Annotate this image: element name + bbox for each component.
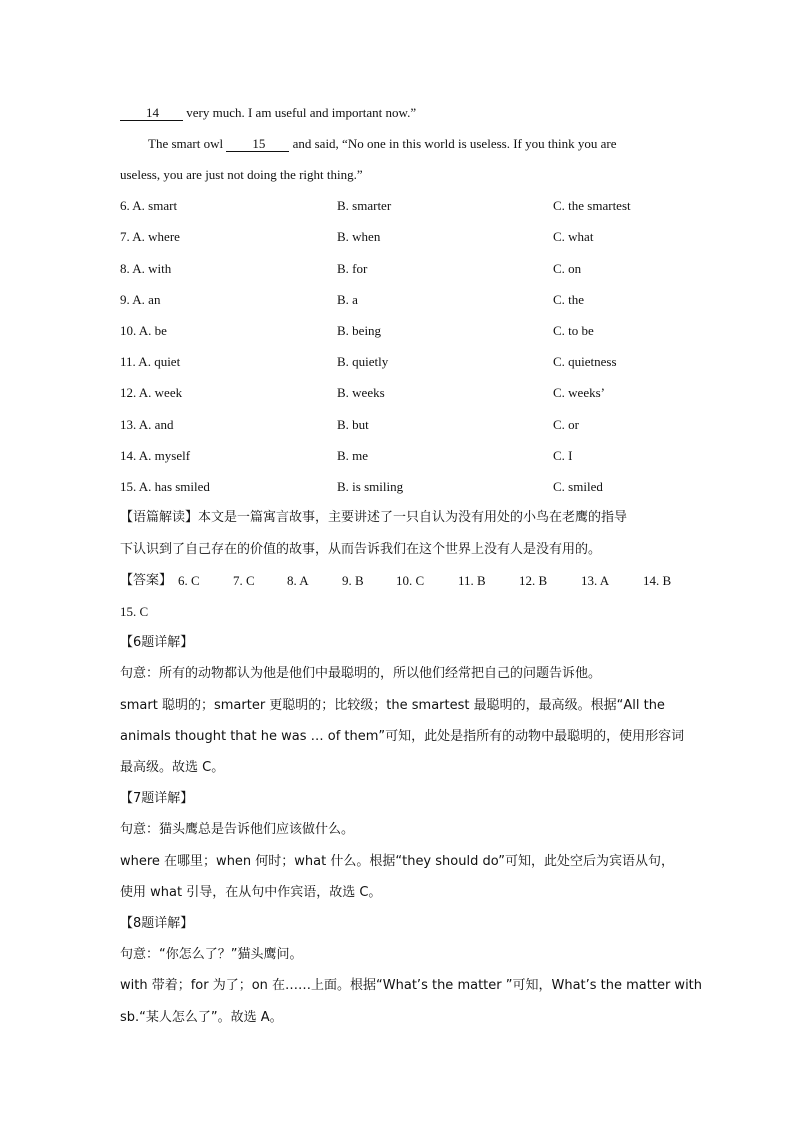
option-a: 7. A. where (120, 229, 180, 244)
q7-explanation-2: 使用 what 引导，在从句中作宾语，故选 C。 (120, 885, 382, 900)
option-row (120, 447, 680, 465)
option-a: 11. A. quiet (120, 354, 181, 369)
option-a: 6. A. smart (120, 198, 178, 213)
option-c: C. weeks’ (553, 385, 605, 400)
option-b: B. smarter (337, 198, 392, 213)
answer-item: 12. B (519, 573, 548, 588)
option-a: 9. A. an (120, 292, 161, 307)
option-a: 13. A. and (120, 417, 174, 432)
option-a: 8. A. with (120, 261, 172, 276)
passage-line-2 (148, 135, 708, 153)
q8-explanation-1: with 带着；for 为了；on 在……上面。根据“What’s the matter ”可知，What’s the matter with (120, 978, 703, 993)
q7-heading: 【7题详解】 (120, 791, 194, 806)
option-b: B. but (337, 417, 369, 432)
q6-meaning: 句意：所有的动物都认为他是他们中最聪明的，所以他们经常把自己的问题告诉他。 (120, 666, 602, 681)
passage-line-1 (120, 104, 680, 122)
answer-item: 10. C (396, 573, 425, 588)
option-b: B. a (337, 292, 358, 307)
option-a: 14. A. myself (120, 448, 191, 463)
option-row (120, 291, 680, 309)
option-c: C. or (553, 417, 579, 432)
option-b: B. when (337, 229, 381, 244)
option-row (120, 353, 680, 371)
answer-item: 6. C (178, 573, 200, 588)
reading-line-2: 下认识到了自己存在的价值的故事，从而告诉我们在这个世界上没有人是没有用的。 (120, 542, 602, 557)
option-c: C. smiled (553, 479, 603, 494)
option-a: 15. A. has smiled (120, 479, 210, 494)
blank-14: 14 (120, 106, 183, 121)
q8-heading: 【8题详解】 (120, 916, 194, 931)
q8-meaning: 句意：“你怎么了？”猫头鹰问。 (120, 947, 303, 962)
option-row (120, 478, 680, 496)
option-c: C. quietness (553, 354, 617, 369)
q6-explanation-3: 最高级。故选 C。 (120, 760, 225, 775)
option-c: C. to be (553, 323, 594, 338)
blank-15: 15 (226, 137, 289, 152)
option-b: B. quietly (337, 354, 389, 369)
q7-explanation-1: where 在哪里；when 何时；what 什么。根据“they should do”可知，此处空后为宾语从句， (120, 854, 674, 869)
q6-heading: 【6题详解】 (120, 635, 194, 650)
reading-line-1: 【语篇解读】本文是一篇寓言故事，主要讲述了一只自认为没有用处的小鸟在老鹰的指导 (120, 510, 628, 525)
option-row (120, 197, 680, 215)
option-row (120, 228, 680, 246)
option-c: C. the smartest (553, 198, 631, 213)
option-a: 12. A. week (120, 385, 183, 400)
passage-text: and said, “No one in this world is useless. If you think you are (289, 136, 617, 151)
answers-label: 【答案】 (120, 573, 173, 588)
option-c: C. on (553, 261, 582, 276)
option-b: B. for (337, 261, 368, 276)
option-c: C. what (553, 229, 594, 244)
q7-meaning: 句意：猫头鹰总是告诉他们应该做什么。 (120, 822, 355, 837)
option-b: B. being (337, 323, 382, 338)
answer-item: 8. A (287, 573, 309, 588)
option-b: B. is smiling (337, 479, 404, 494)
passage-line-3: useless, you are just not doing the right thing.” (120, 167, 363, 182)
answer-item: 9. B (342, 573, 364, 588)
option-row (120, 260, 680, 278)
q6-explanation-1: smart 聪明的；smarter 更聪明的；比较级；the smartest 最聪明的，最高级。根据“All the (120, 698, 665, 713)
option-a: 10. A. be (120, 323, 167, 338)
q8-explanation-2: sb.“某人怎么了”。故选 A。 (120, 1010, 283, 1025)
option-row (120, 384, 680, 402)
passage-text: very much. I am useful and important now.” (183, 105, 417, 120)
q6-explanation-2: animals thought that he was … of them”可知，此处是指所有的动物中最聪明的，使用形容词 (120, 729, 685, 744)
answer-item: 7. C (233, 573, 255, 588)
option-row (120, 416, 680, 434)
answer-item: 14. B (643, 573, 672, 588)
option-c: C. the (553, 292, 585, 307)
option-c: C. I (553, 448, 573, 463)
option-b: B. me (337, 448, 369, 463)
answer-item: 15. C (120, 604, 149, 619)
option-row (120, 322, 680, 340)
answers-row (120, 572, 680, 590)
answer-item: 11. B (458, 573, 486, 588)
passage-text: The smart owl (148, 136, 227, 151)
answer-item: 13. A (581, 573, 610, 588)
option-b: B. weeks (337, 385, 385, 400)
